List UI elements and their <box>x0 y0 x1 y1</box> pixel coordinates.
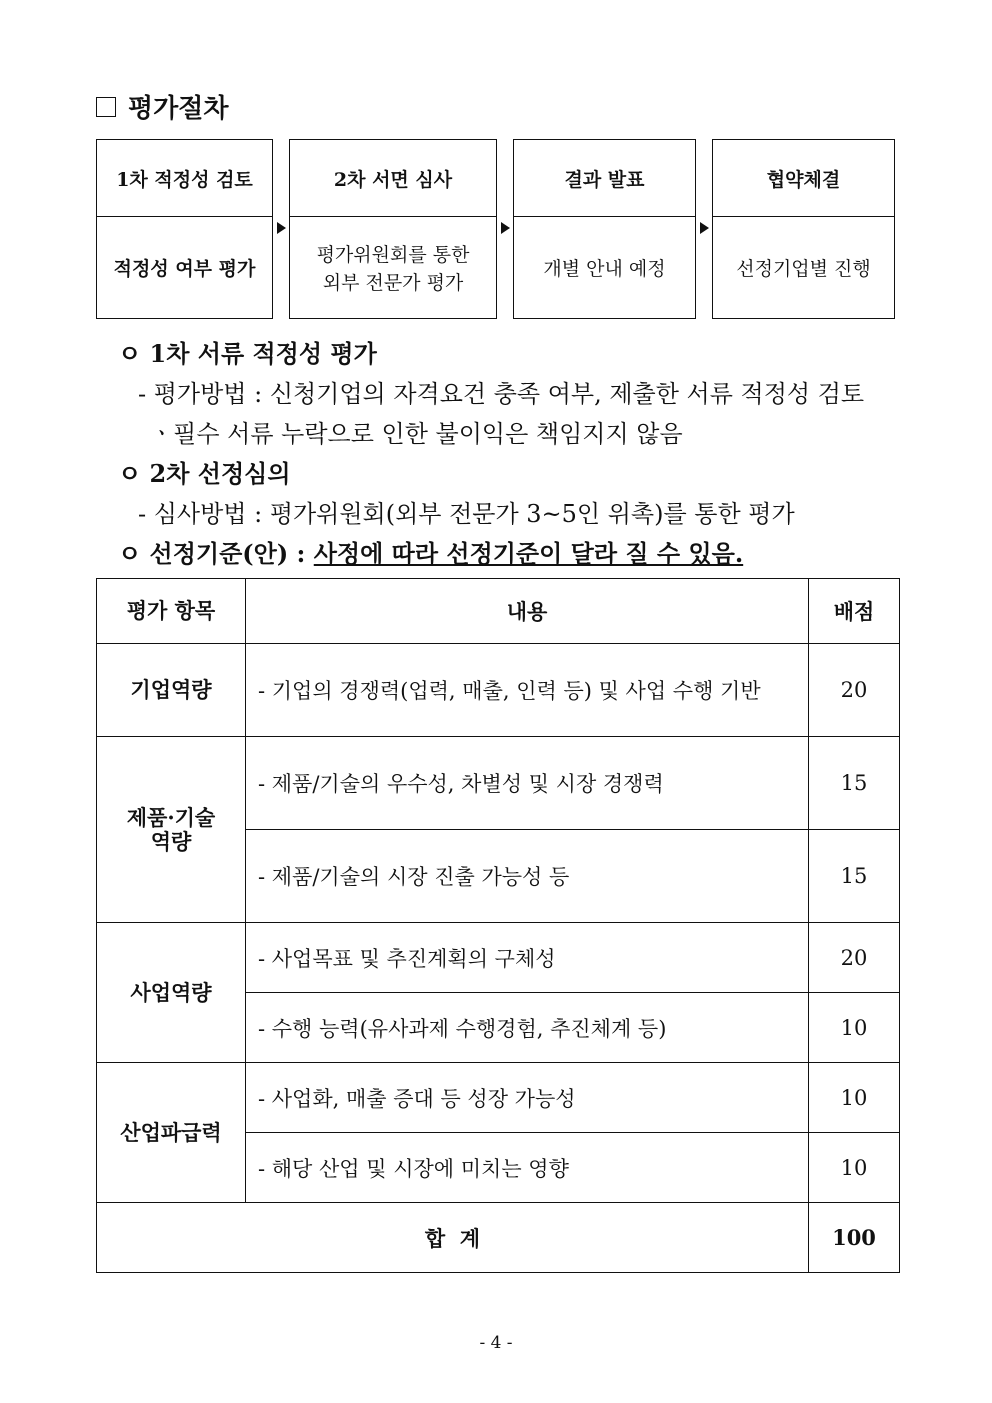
total-label: 합 계 <box>97 1203 809 1273</box>
table-total-row <box>97 1203 900 1273</box>
page-number: - 4 - <box>479 1333 513 1353</box>
score-cell: 10 <box>809 1133 900 1203</box>
content-cell: - 기업의 경쟁력(업력, 매출, 인력 등) 및 사업 수행 기반 <box>246 644 809 737</box>
flow-step-desc <box>290 217 496 320</box>
table-header-row <box>97 579 900 644</box>
flow-step-2 <box>289 139 497 319</box>
score-cell: 20 <box>809 644 900 737</box>
flow-step-4 <box>712 139 895 319</box>
content-cell: - 사업화, 매출 증대 등 성장 가능성 <box>246 1063 809 1133</box>
content-cell: - 제품/기술의 우수성, 차별성 및 시장 경쟁력 <box>246 737 809 830</box>
flow-step-title: 협약체결 <box>713 140 894 217</box>
flow-step-desc-line: 외부 전문가 평가 <box>322 271 464 294</box>
arrow-right-icon <box>700 222 709 234</box>
section-title <box>96 88 228 125</box>
item-heading-3 <box>118 534 743 569</box>
section-title-text: 평가절차 <box>128 94 229 124</box>
item-sub-2: - 심사방법 : 평가위원회(외부 전문가 3~5인 위촉)를 통한 평가 <box>138 500 795 528</box>
flow-step-title: 결과 발표 <box>514 140 695 217</box>
content-cell: - 제품/기술의 시장 진출 가능성 등 <box>246 830 809 923</box>
category-line: 역량 <box>150 828 192 854</box>
arrow-right-icon <box>501 222 510 234</box>
flow-step-desc: 선정기업별 진행 <box>736 257 871 280</box>
flow-step-3 <box>513 139 696 319</box>
arrow-right-icon <box>277 222 286 234</box>
flow-step-title: 2차 서면 심사 <box>290 140 496 217</box>
evaluation-table <box>96 578 900 1273</box>
content-cell: - 수행 능력(유사과제 수행경험, 추진체계 등) <box>246 993 809 1063</box>
table-row <box>97 644 900 737</box>
item-note-1: ㆍ필수 서류 누락으로 인한 불이익은 책임지지 않음 <box>150 420 683 448</box>
category-cell: 사업역량 <box>97 923 246 1063</box>
score-cell: 10 <box>809 1063 900 1133</box>
category-cell <box>97 737 246 923</box>
header-score: 배점 <box>809 579 900 644</box>
table-row <box>97 737 900 830</box>
score-cell: 20 <box>809 923 900 993</box>
checkbox-icon <box>96 97 116 117</box>
table-row <box>97 923 900 993</box>
item-sub-1: - 평가방법 : 신청기업의 자격요건 충족 여부, 제출한 서류 적정성 검토 <box>138 380 865 408</box>
header-category: 평가 항목 <box>97 579 246 644</box>
content-cell: - 사업목표 및 추진계획의 구체성 <box>246 923 809 993</box>
flow-step-1 <box>96 139 273 319</box>
content-cell: - 해당 산업 및 시장에 미치는 영향 <box>246 1133 809 1203</box>
flow-step-title: 1차 적정성 검토 <box>97 140 272 217</box>
header-content: 내용 <box>246 579 809 644</box>
item-heading-3-underlined: 사정에 따라 선정기준이 달라 질 수 있음. <box>313 539 744 568</box>
category-cell: 산업파급력 <box>97 1063 246 1203</box>
flow-step-desc-line: 평가위원회를 통한 <box>316 243 470 266</box>
item-heading-3-prefix: ㅇ 선정기준(안) : <box>118 539 314 568</box>
item-heading-1: ㅇ 1차 서류 적정성 평가 <box>118 339 377 368</box>
category-cell: 기업역량 <box>97 644 246 737</box>
flow-step-desc: 개별 안내 예정 <box>543 257 666 280</box>
table-row <box>97 1063 900 1133</box>
score-cell: 15 <box>809 737 900 830</box>
total-score: 100 <box>809 1203 900 1273</box>
score-cell: 15 <box>809 830 900 923</box>
score-cell: 10 <box>809 993 900 1063</box>
flow-step-desc: 적정성 여부 평가 <box>113 257 256 280</box>
category-line: 제품·기술 <box>126 804 216 830</box>
item-heading-2: ㅇ 2차 선정심의 <box>118 459 291 488</box>
